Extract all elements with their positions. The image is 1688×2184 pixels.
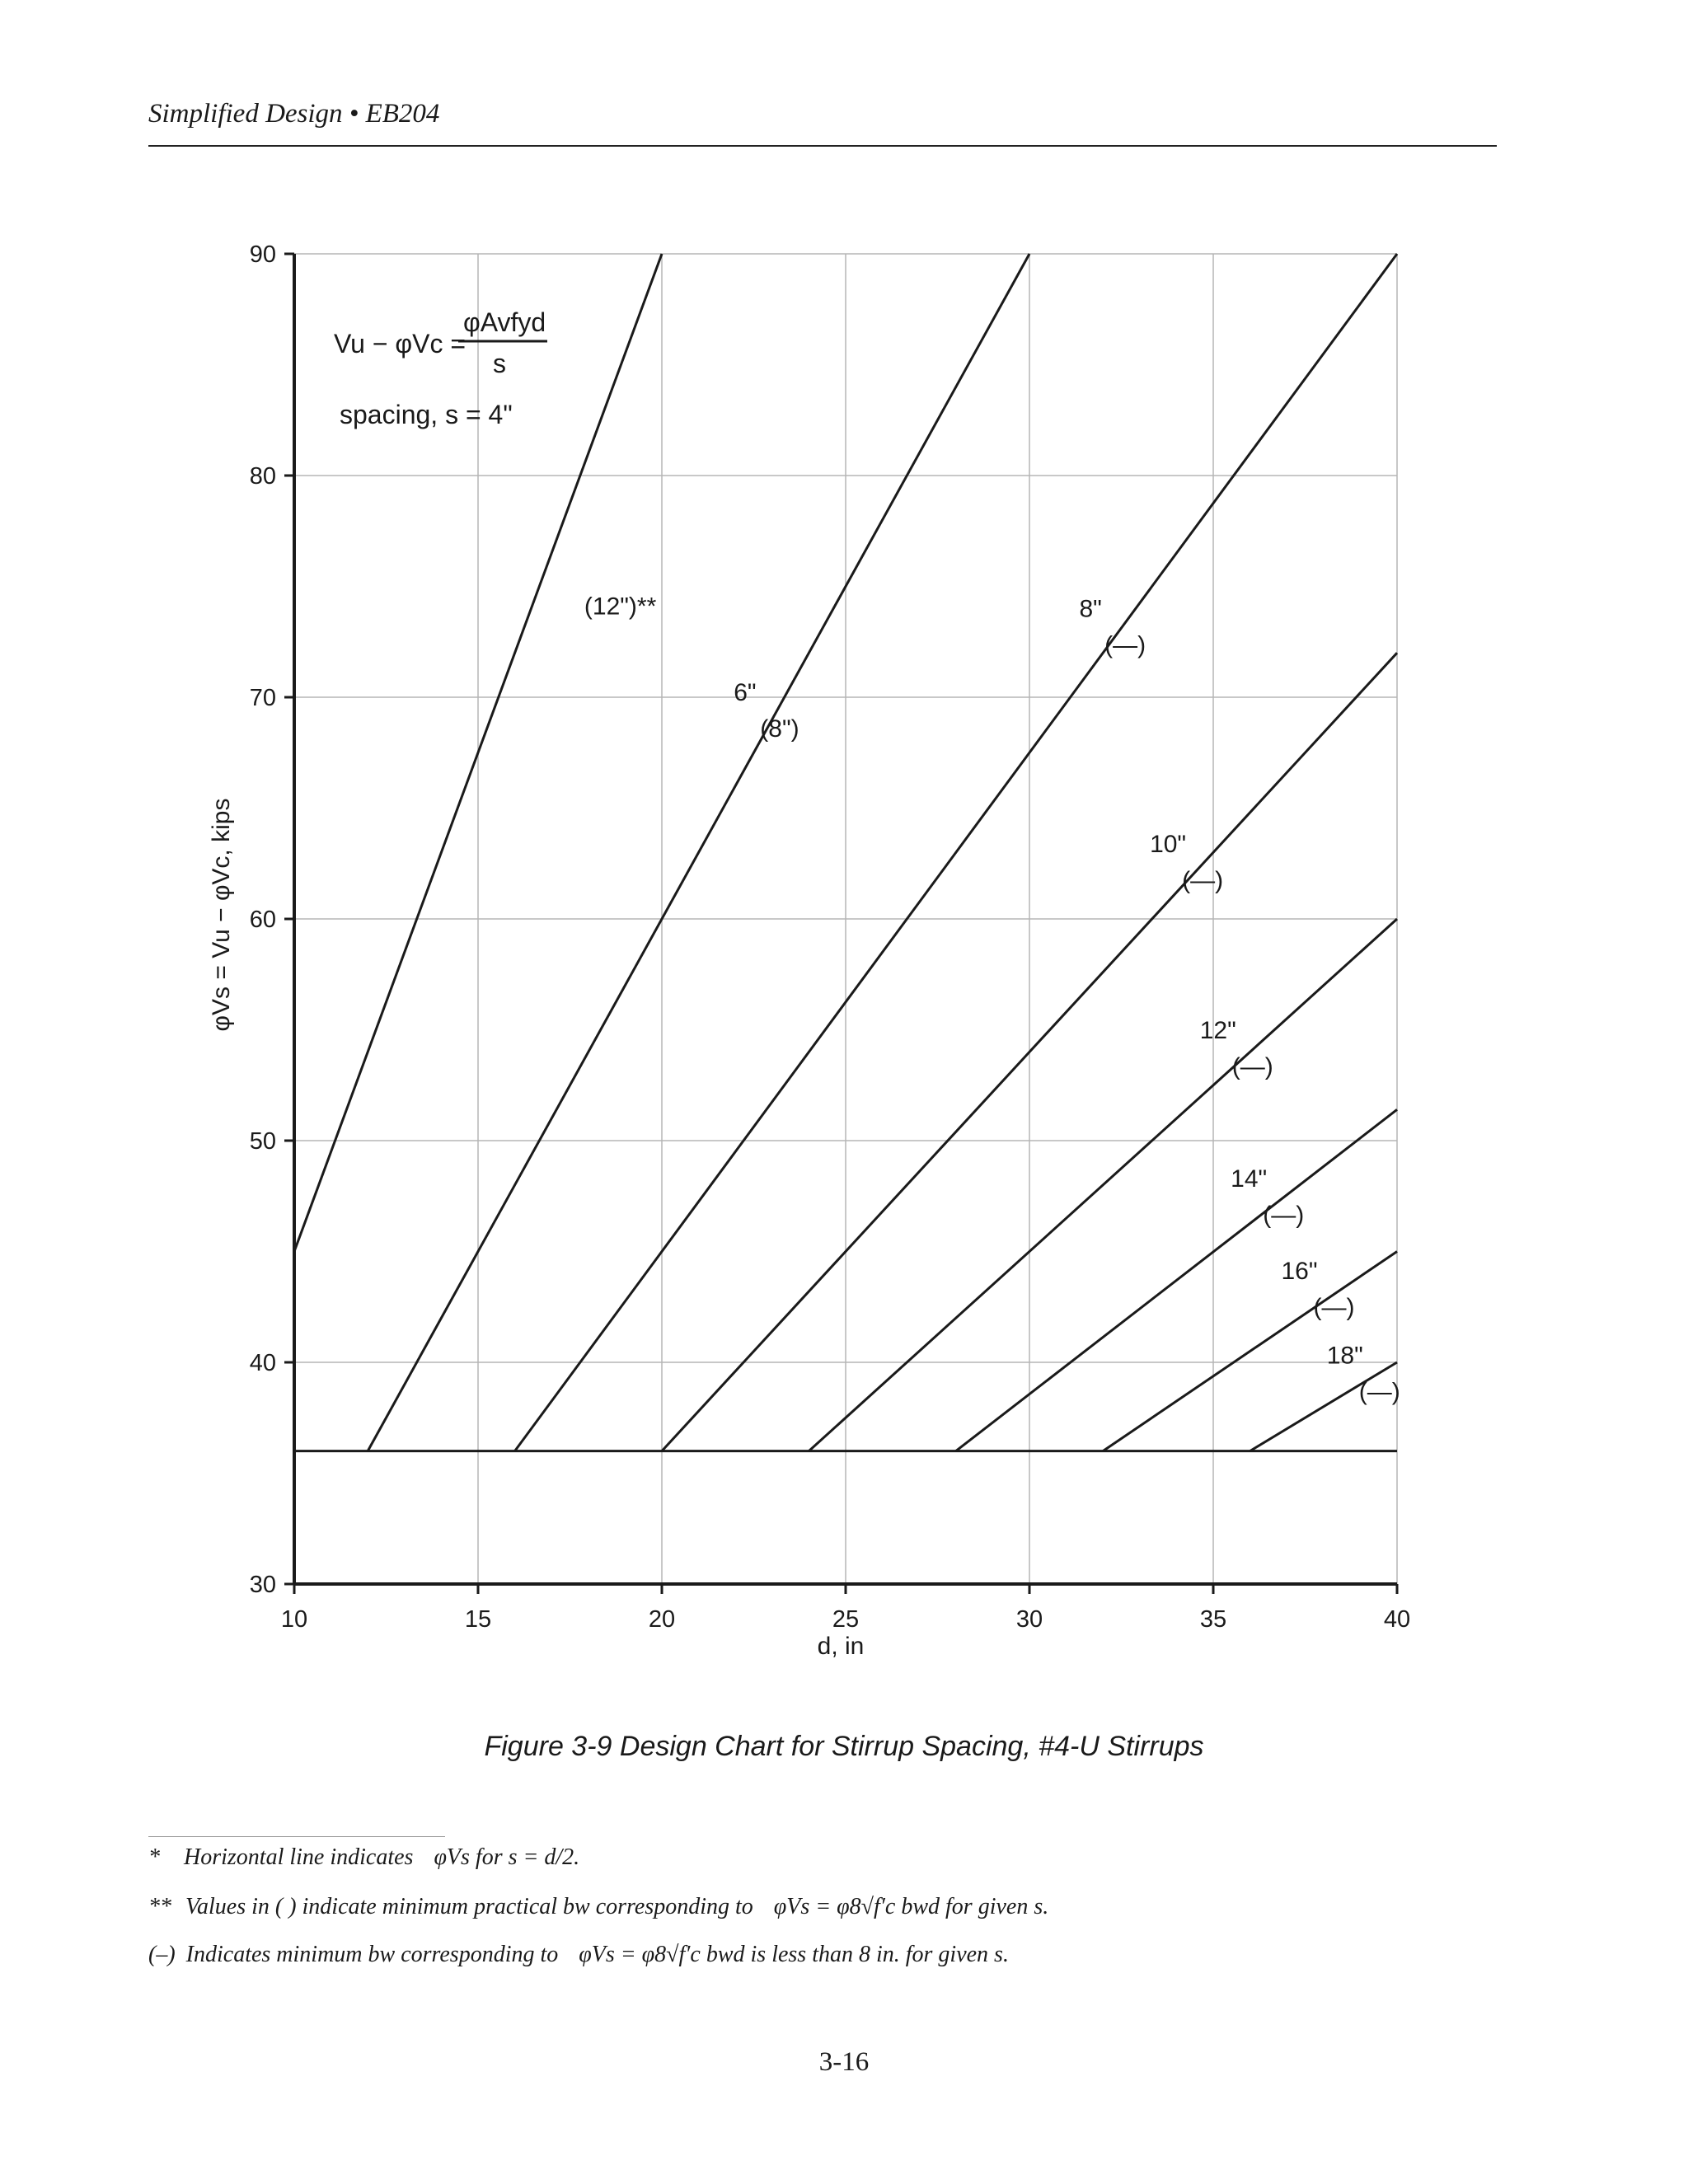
footnote-text: Values in ( ) indicate minimum practical bw corresponding to <box>185 1894 753 1919</box>
chart-ticks <box>250 241 1410 1633</box>
curve-label: 18" <box>1326 1342 1363 1370</box>
x-tick-label: 20 <box>648 1606 676 1633</box>
y-tick-label: 40 <box>249 1350 276 1376</box>
y-tick-label: 30 <box>249 1572 276 1598</box>
curve-label: 14" <box>1231 1165 1268 1193</box>
footnote-formula: φVs = φ8√f′c bwd for given s. <box>773 1894 1049 1919</box>
footnote-3 <box>148 1942 1009 1968</box>
footnote-text: Indicates minimum bw corresponding to <box>185 1942 559 1967</box>
curve-label: 8" <box>1079 595 1102 623</box>
x-tick-label: 25 <box>832 1606 860 1633</box>
footnote-rule <box>148 1836 445 1837</box>
curve-label: 12" <box>1199 1016 1236 1044</box>
y-tick-label: 80 <box>249 463 276 490</box>
curve-sublabel: (8") <box>760 715 799 743</box>
y-tick-label: 50 <box>249 1128 276 1155</box>
curve-sublabel: (—) <box>1104 631 1146 659</box>
chart-grid <box>294 254 1397 1584</box>
footnote-formula: φVs for s = d/2. <box>434 1844 580 1870</box>
x-axis-title: d, in <box>817 1633 865 1660</box>
spacing-line <box>809 919 1397 1451</box>
x-tick-label: 15 <box>464 1606 492 1633</box>
curve-label: 6" <box>734 678 757 706</box>
equation-denominator: s <box>493 349 506 378</box>
spacing-line <box>515 254 1397 1451</box>
spacing-line <box>368 254 1029 1451</box>
footnote-marker: * <box>148 1844 160 1870</box>
x-tick-label: 35 <box>1199 1606 1227 1633</box>
y-tick-label: 90 <box>249 241 276 268</box>
y-tick-label: 60 <box>249 907 276 933</box>
spacing-line <box>1250 1362 1397 1451</box>
y-tick-label: 70 <box>249 685 276 711</box>
equation-numerator: φAvfyd <box>463 307 546 337</box>
x-tick-label: 10 <box>280 1606 308 1633</box>
equation-lhs: Vu − φVc = <box>334 329 467 359</box>
curve-sublabel: (12")** <box>584 593 657 621</box>
figure-caption: Figure 3-9 Design Chart for Stirrup Spacing, #4-U Stirrups <box>484 1731 1204 1762</box>
curve-sublabel: (—) <box>1182 866 1224 894</box>
footnote-formula: φVs = φ8√f′c bwd is less than 8 in. for given s. <box>579 1942 1009 1967</box>
page-header: Simplified Design • EB204 <box>148 99 440 129</box>
footnote-marker: (–) <box>148 1942 176 1967</box>
x-tick-label: 40 <box>1383 1606 1411 1633</box>
x-tick-label: 30 <box>1015 1606 1043 1633</box>
curve-sublabel: (—) <box>1358 1378 1400 1406</box>
y-axis-title: φVs = Vu − φVc, kips <box>208 798 235 1032</box>
curve-sublabel: (—) <box>1231 1052 1273 1080</box>
spacing-text: spacing, s = 4" <box>340 400 513 429</box>
equation-box <box>334 307 547 429</box>
footnote-2 <box>148 1894 1048 1920</box>
footnote-text: Horizontal line indicates <box>184 1844 414 1870</box>
curve-label: 16" <box>1281 1257 1318 1285</box>
page-number: 3-16 <box>818 2047 870 2077</box>
curve-sublabel: (—) <box>1313 1293 1355 1321</box>
curve-label: 10" <box>1150 830 1187 858</box>
curve-sublabel: (—) <box>1263 1201 1305 1229</box>
footnote-1 <box>148 1844 579 1871</box>
footnote-marker: ** <box>148 1894 171 1919</box>
